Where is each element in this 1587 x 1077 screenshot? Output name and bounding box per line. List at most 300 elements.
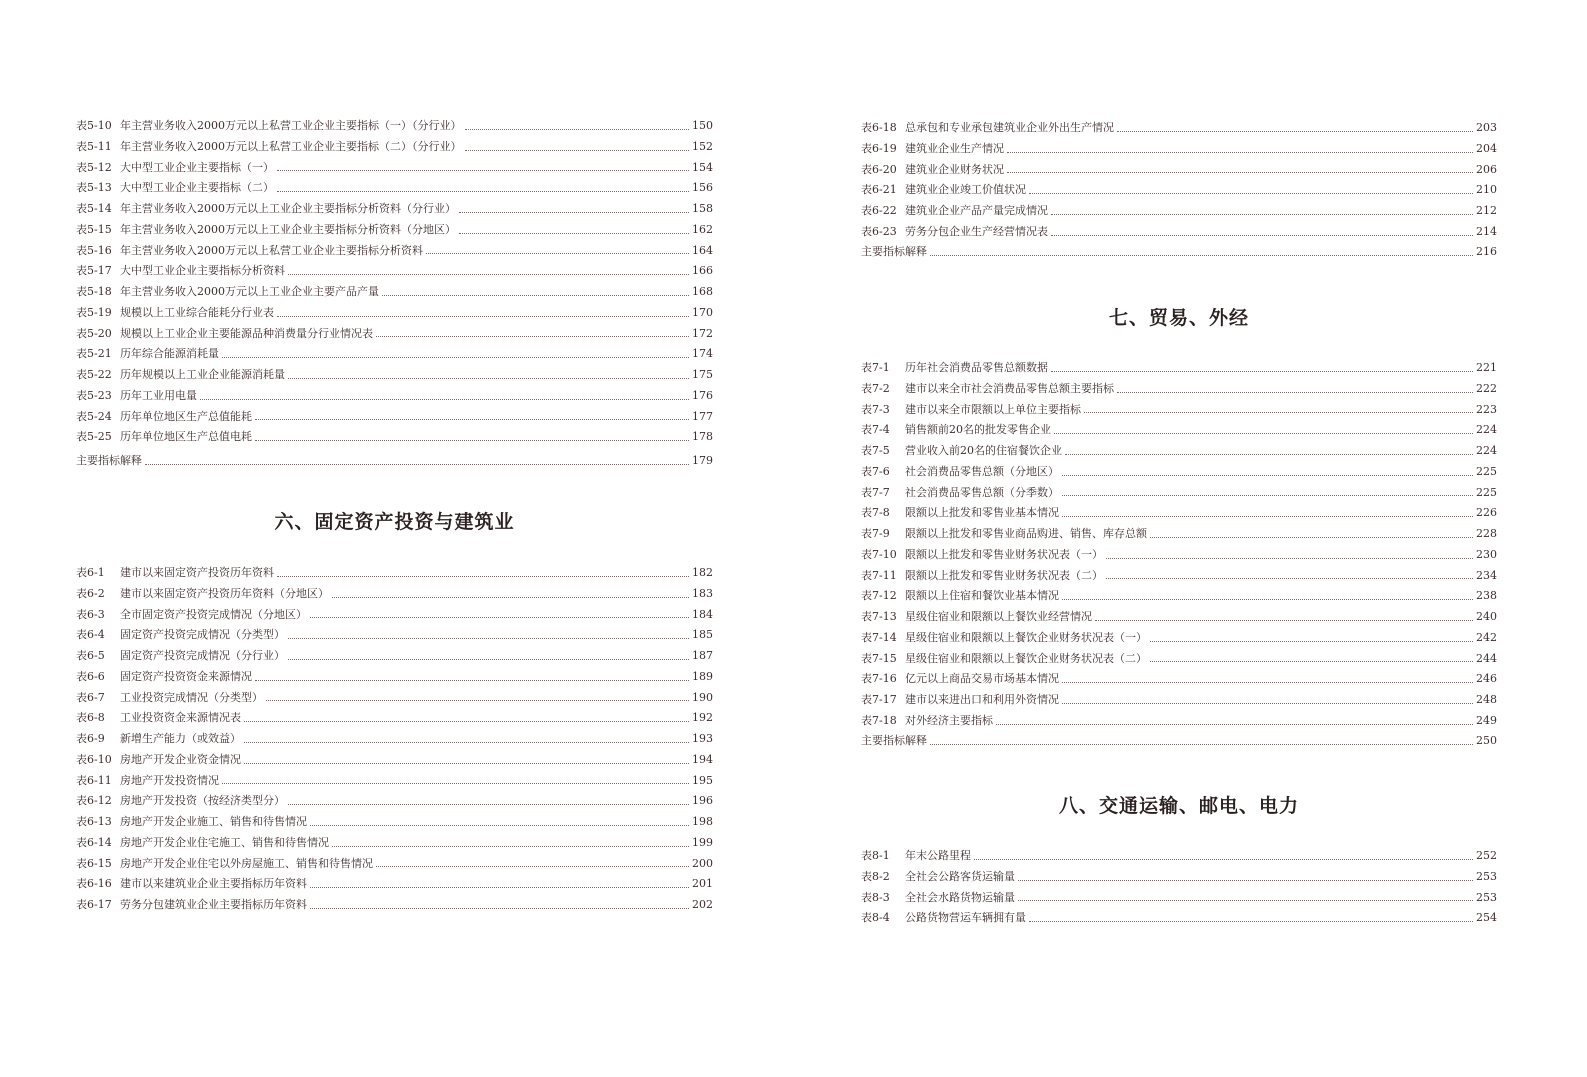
- toc-entry-code: 表5-10: [76, 119, 112, 132]
- toc-entry[interactable]: [861, 545, 1497, 566]
- toc-entry-title: 新增生产能力（或效益）: [120, 732, 241, 745]
- dot-leader: [277, 191, 689, 192]
- toc-entry-title: 销售额前20名的批发零售企业: [905, 423, 1051, 437]
- toc-entry-title: 房地产开发企业施工、销售和待售情况: [120, 815, 307, 828]
- toc-entry-page: 221: [1476, 361, 1497, 374]
- toc-entry-page: 253: [1476, 869, 1497, 883]
- chapter-heading-8: 八、交通运输、邮电、电力: [1058, 795, 1299, 817]
- toc-entry-title: 全社会公路客货运输量: [905, 869, 1015, 883]
- toc-entry-title: 亿元以上商品交易市场基本情况: [905, 672, 1059, 686]
- toc-entry[interactable]: [861, 441, 1497, 462]
- dot-leader: [1117, 392, 1473, 393]
- toc-entry[interactable]: [76, 854, 713, 875]
- toc-entry[interactable]: [76, 667, 713, 688]
- toc-entry-title: 建市以来固定资产投资历年资料（分地区）: [120, 586, 329, 600]
- toc-entry-code: 表6-11: [76, 773, 112, 787]
- toc-entry-code: 表6-10: [76, 752, 112, 766]
- toc-entry-code: 表6-23: [861, 224, 897, 238]
- dot-leader: [1065, 454, 1473, 455]
- dot-leader: [1051, 235, 1473, 236]
- toc-entry[interactable]: [861, 586, 1497, 607]
- toc-entry-title: 建市以来全市限额以上单位主要指标: [905, 402, 1081, 416]
- toc-entry-page: 225: [1476, 485, 1497, 499]
- toc-entry-title: 星级住宿业和限额以上餐饮业经营情况: [905, 610, 1092, 623]
- toc-block-chapter-6b: [861, 118, 1497, 243]
- dot-leader: [244, 721, 689, 722]
- toc-entry-code: 表5-15: [76, 222, 112, 236]
- toc-entry[interactable]: [76, 158, 713, 179]
- toc-entry[interactable]: [861, 420, 1497, 441]
- toc-entry[interactable]: [861, 524, 1497, 545]
- dot-leader: [222, 357, 689, 358]
- toc-entry-title: 固定资产投资资金来源情况: [120, 669, 252, 683]
- toc-entry-page: 158: [692, 202, 713, 215]
- toc-entry[interactable]: [861, 908, 1497, 929]
- toc-entry-title: 建市以来进出口和利用外资情况: [905, 693, 1059, 706]
- toc-entry-code: 表6-19: [861, 141, 897, 155]
- toc-entry[interactable]: [76, 303, 713, 324]
- toc-entry[interactable]: [76, 771, 713, 792]
- dot-leader: [222, 783, 689, 784]
- toc-entry-page: 172: [692, 326, 713, 340]
- toc-entry-page: 179: [692, 454, 713, 467]
- dot-leader: [1018, 900, 1473, 901]
- toc-entry-page: 195: [692, 773, 713, 787]
- toc-entry[interactable]: [76, 386, 713, 407]
- toc-entry[interactable]: [76, 812, 713, 833]
- toc-entry[interactable]: [861, 483, 1497, 504]
- toc-entry-code: 表7-10: [861, 547, 897, 561]
- toc-entry-title: 房地产开发企业住宅施工、销售和待售情况: [120, 835, 329, 849]
- dot-leader: [459, 212, 689, 213]
- toc-entry-title: 社会消费品零售总额（分地区）: [905, 464, 1059, 478]
- toc-entry-title: 大中型工业企业主要指标（二）: [120, 181, 274, 195]
- dot-leader: [277, 576, 689, 577]
- toc-entry[interactable]: [861, 888, 1497, 909]
- toc-block-chapter-5: [76, 116, 713, 448]
- toc-entry-page: 175: [692, 368, 713, 381]
- dot-leader: [288, 638, 689, 639]
- toc-entry-code: 表6-13: [76, 815, 112, 828]
- dot-leader: [1062, 516, 1473, 517]
- toc-entry-title: 建市以来固定资产投资历年资料: [120, 566, 274, 579]
- toc-entry[interactable]: [861, 160, 1497, 181]
- toc-entry-title: 年末公路里程: [905, 849, 971, 862]
- toc-entry-page: 189: [692, 669, 713, 683]
- dot-leader: [1150, 661, 1473, 662]
- toc-entry-code: 表6-9: [76, 732, 105, 745]
- toc-entry[interactable]: [861, 607, 1497, 628]
- toc-entry-page: 190: [692, 690, 713, 704]
- toc-entry-page: 164: [692, 243, 713, 257]
- toc-entry-code: 表8-3: [861, 890, 890, 904]
- toc-entry-page: 203: [1476, 121, 1497, 134]
- dot-leader: [310, 887, 689, 888]
- toc-entry-page: 238: [1476, 589, 1497, 603]
- toc-entry-page: 174: [692, 347, 713, 361]
- toc-entry-code: 表8-4: [861, 911, 890, 925]
- dot-leader: [255, 419, 689, 420]
- toc-entry-title: 历年规模以上工业企业能源消耗量: [120, 368, 285, 381]
- toc-entry-title: 劳务分包企业生产经营情况表: [905, 224, 1048, 238]
- toc-entry[interactable]: [76, 874, 713, 895]
- toc-entry-code: 表7-13: [861, 610, 897, 623]
- toc-entry-code: 表5-22: [76, 368, 112, 381]
- toc-entry-code: 表7-14: [861, 630, 897, 644]
- toc-entry[interactable]: [861, 731, 1497, 752]
- toc-entry-page: 240: [1476, 610, 1497, 623]
- toc-entry-title: 公路货物营运车辆拥有量: [905, 911, 1026, 925]
- toc-entry[interactable]: [76, 584, 713, 605]
- toc-entry[interactable]: [861, 358, 1497, 379]
- toc-entry-code: 表7-16: [861, 672, 897, 686]
- dot-leader: [277, 316, 689, 317]
- toc-entry[interactable]: [76, 895, 713, 916]
- dot-leader: [465, 129, 690, 130]
- toc-entry[interactable]: [76, 137, 713, 158]
- toc-entry-title: 年主营业务收入2000万元以上工业企业主要指标分析资料（分行业）: [120, 202, 456, 215]
- toc-entry-page: 198: [692, 815, 713, 828]
- toc-entry-title: 总承包和专业承包建筑业企业外出生产情况: [905, 121, 1114, 134]
- toc-entry-code: 表5-11: [76, 139, 112, 153]
- toc-entry-page: 252: [1476, 849, 1497, 862]
- toc-entry[interactable]: [861, 867, 1497, 888]
- toc-entry-title: 年主营业务收入2000万元以上私营工业企业主要指标（二）（分行业）: [120, 139, 462, 153]
- dot-leader: [1051, 371, 1473, 372]
- toc-entry[interactable]: [76, 220, 713, 241]
- toc-entry-page: 177: [692, 409, 713, 423]
- toc-entry-title: 工业投资完成情况（分类型）: [120, 690, 263, 704]
- dot-leader: [332, 597, 689, 598]
- toc-entry-page: 200: [692, 856, 713, 870]
- toc-entry[interactable]: [861, 242, 1497, 263]
- toc-entry-code: 表6-21: [861, 183, 897, 197]
- toc-entry-code: 表7-15: [861, 651, 897, 665]
- toc-entry[interactable]: [76, 199, 713, 220]
- toc-entry[interactable]: [76, 427, 713, 448]
- toc-entry[interactable]: [861, 201, 1497, 222]
- toc-entry-code: 表5-21: [76, 347, 112, 361]
- dot-leader: [1150, 641, 1473, 642]
- toc-entry-page: 168: [692, 285, 713, 298]
- toc-entry-code: 表7-2: [861, 381, 890, 395]
- toc-entry[interactable]: [76, 833, 713, 854]
- toc-entry[interactable]: [76, 324, 713, 345]
- toc-entry[interactable]: [76, 625, 713, 646]
- toc-entry-page: 204: [1476, 141, 1497, 155]
- toc-entry-page: 248: [1476, 693, 1497, 706]
- dot-leader: [376, 866, 689, 867]
- toc-entry-page: 199: [692, 835, 713, 849]
- toc-entry-page: 185: [692, 628, 713, 642]
- toc-entry[interactable]: [76, 688, 713, 709]
- toc-entry-code: 表7-8: [861, 506, 890, 520]
- toc-entry-title: 年主营业务收入2000万元以上私营工业企业主要指标分析资料: [120, 243, 423, 257]
- toc-entry[interactable]: [76, 729, 713, 750]
- dot-leader: [1106, 578, 1473, 579]
- toc-entry[interactable]: [861, 222, 1497, 243]
- toc-entry[interactable]: [76, 116, 713, 137]
- chapter-heading-6: 六、固定资产投资与建筑业: [274, 511, 515, 533]
- toc-entry[interactable]: [76, 708, 713, 729]
- toc-entry-title: 房地产开发企业住宅以外房屋施工、销售和待售情况: [120, 856, 373, 870]
- toc-entry-page: 210: [1476, 183, 1497, 197]
- toc-entry-page: 254: [1476, 911, 1497, 925]
- toc-entry-title: 限额以上批发和零售业商品购进、销售、库存总额: [905, 527, 1147, 540]
- dot-leader: [310, 825, 689, 826]
- dot-leader: [1029, 193, 1473, 194]
- toc-entry-title: 工业投资资金来源情况表: [120, 711, 241, 725]
- toc-entry-code: 表6-1: [76, 566, 105, 579]
- toc-entry[interactable]: [76, 646, 713, 667]
- dot-leader: [1106, 558, 1473, 559]
- toc-entry-page: 222: [1476, 381, 1497, 395]
- dot-leader: [1095, 620, 1473, 621]
- dot-leader: [288, 804, 689, 805]
- toc-entry-code: 表7-18: [861, 713, 897, 727]
- dot-leader: [1051, 214, 1473, 215]
- toc-entry-title: 限额以上批发和零售业财务状况表（二）: [905, 568, 1103, 582]
- toc-entry-code: 表6-16: [76, 877, 112, 891]
- toc-entry-page: 150: [692, 119, 713, 132]
- toc-entry-title: 固定资产投资完成情况（分类型）: [120, 628, 285, 642]
- toc-entry-code: 表5-24: [76, 409, 112, 423]
- toc-entry-code: 表5-23: [76, 388, 112, 402]
- toc-block-chapter-8: [861, 846, 1497, 929]
- dot-leader: [1062, 599, 1473, 600]
- toc-entry[interactable]: [861, 462, 1497, 483]
- dot-leader: [244, 763, 689, 764]
- toc-entry[interactable]: [76, 282, 713, 303]
- toc-entry-code: 表7-3: [861, 402, 890, 416]
- toc-entry-code: 表5-16: [76, 243, 112, 257]
- dot-leader: [996, 724, 1473, 725]
- dot-leader: [1062, 475, 1473, 476]
- toc-notes-chapter-5: [76, 451, 713, 472]
- toc-entry-title: 大中型工业企业主要指标分析资料: [120, 264, 285, 278]
- toc-entry[interactable]: [76, 241, 713, 262]
- toc-entry[interactable]: [861, 649, 1497, 670]
- toc-entry-title: 营业收入前20名的住宿餐饮企业: [905, 444, 1062, 457]
- toc-entry-code: 表7-11: [861, 568, 897, 582]
- toc-entry-title: 主要指标解释: [861, 245, 927, 258]
- toc-entry-page: 201: [692, 877, 713, 891]
- toc-entry-title: 星级住宿业和限额以上餐饮企业财务状况表（二）: [905, 651, 1147, 665]
- dot-leader: [255, 680, 689, 681]
- chapter-heading-7: 七、贸易、外经: [1108, 307, 1249, 329]
- dot-leader: [1018, 880, 1473, 881]
- dot-leader: [1084, 412, 1473, 413]
- toc-entry-title: 年主营业务收入2000万元以上工业企业主要指标分析资料（分地区）: [120, 222, 456, 236]
- dot-leader: [1007, 152, 1473, 153]
- dot-leader: [332, 846, 689, 847]
- toc-entry-title: 建筑业企业产品产量完成情况: [905, 204, 1048, 217]
- toc-entry[interactable]: [861, 180, 1497, 201]
- toc-entry-page: 244: [1476, 651, 1497, 665]
- dot-leader: [382, 295, 689, 296]
- toc-entry-code: 表7-12: [861, 589, 897, 603]
- toc-entry[interactable]: [76, 261, 713, 282]
- toc-entry-page: 170: [692, 305, 713, 319]
- toc-entry-title: 主要指标解释: [861, 734, 927, 747]
- toc-entry-code: 表6-8: [76, 711, 105, 725]
- toc-entry-title: 年主营业务收入2000万元以上私营工业企业主要指标（一）（分行业）: [120, 119, 462, 132]
- toc-entry-page: 253: [1476, 890, 1497, 904]
- toc-entry[interactable]: [76, 344, 713, 365]
- toc-entry-code: 表7-4: [861, 423, 890, 437]
- toc-entry-code: 表5-20: [76, 326, 112, 340]
- dot-leader: [376, 336, 689, 337]
- toc-entry-page: 187: [692, 649, 713, 662]
- toc-entry[interactable]: [861, 566, 1497, 587]
- toc-entry-code: 表7-6: [861, 464, 890, 478]
- dot-leader: [930, 744, 1473, 745]
- dot-leader: [288, 274, 689, 275]
- toc-entry[interactable]: [76, 407, 713, 428]
- toc-entry-title: 建筑业企业财务状况: [905, 162, 1004, 176]
- toc-entry[interactable]: [861, 118, 1497, 139]
- toc-entry-title: 建筑业企业竣工价值状况: [905, 183, 1026, 197]
- dot-leader: [288, 378, 689, 379]
- toc-entry-code: 表6-17: [76, 898, 112, 911]
- toc-entry-title: 社会消费品零售总额（分季数）: [905, 485, 1059, 499]
- toc-entry-title: 固定资产投资完成情况（分行业）: [120, 649, 285, 662]
- toc-entry-page: 154: [692, 160, 713, 174]
- toc-entry-code: 表7-9: [861, 527, 890, 540]
- toc-entry-page: 192: [692, 711, 713, 725]
- toc-entry[interactable]: [76, 563, 713, 584]
- toc-entry-page: 234: [1476, 568, 1497, 582]
- toc-entry-page: 249: [1476, 713, 1497, 727]
- toc-entry[interactable]: [76, 178, 713, 199]
- toc-entry[interactable]: [861, 379, 1497, 400]
- toc-entry[interactable]: [76, 365, 713, 386]
- toc-entry-title: 建市以来建筑业企业主要指标历年资料: [120, 877, 307, 891]
- dot-leader: [426, 253, 689, 254]
- toc-entry-code: 表6-15: [76, 856, 112, 870]
- toc-entry-code: 表5-14: [76, 202, 112, 215]
- toc-entry-title: 房地产开发投资（按经济类型分）: [120, 794, 285, 808]
- toc-entry[interactable]: [861, 846, 1497, 867]
- toc-entry[interactable]: [76, 750, 713, 771]
- toc-entry-title: 对外经济主要指标: [905, 713, 993, 727]
- dot-leader: [1054, 433, 1473, 434]
- dot-leader: [200, 399, 689, 400]
- toc-entry[interactable]: [861, 400, 1497, 421]
- toc-entry-code: 表6-14: [76, 835, 112, 849]
- toc-entry-code: 表8-1: [861, 849, 890, 862]
- dot-leader: [930, 255, 1473, 256]
- toc-entry-page: 178: [692, 430, 713, 444]
- toc-entry-code: 表6-20: [861, 162, 897, 176]
- toc-entry[interactable]: [76, 605, 713, 626]
- toc-entry-page: 156: [692, 181, 713, 195]
- toc-entry[interactable]: [861, 711, 1497, 732]
- toc-entry-title: 房地产开发企业资金情况: [120, 752, 241, 766]
- toc-entry-page: 202: [692, 898, 713, 911]
- toc-entry-code: 表6-5: [76, 649, 105, 662]
- dot-leader: [1062, 495, 1473, 496]
- toc-entry-code: 表8-2: [861, 869, 890, 883]
- toc-entry-title: 劳务分包建筑业企业主要指标历年资料: [120, 898, 307, 911]
- dot-leader: [465, 150, 690, 151]
- toc-entry-title: 年主营业务收入2000万元以上工业企业主要产品产量: [120, 285, 379, 298]
- toc-entry-page: 228: [1476, 527, 1497, 540]
- toc-entry[interactable]: [861, 139, 1497, 160]
- toc-entry-page: 162: [692, 222, 713, 236]
- toc-entry-title: 建筑业企业生产情况: [905, 141, 1004, 155]
- toc-entry-page: 176: [692, 388, 713, 402]
- toc-entry-page: 166: [692, 264, 713, 278]
- toc-entry[interactable]: [861, 628, 1497, 649]
- toc-entry-page: 183: [692, 586, 713, 600]
- toc-entry[interactable]: [861, 503, 1497, 524]
- toc-entry-title: 规模以上工业企业主要能源品种消费量分行业情况表: [120, 326, 373, 340]
- dot-leader: [145, 464, 689, 465]
- toc-block-chapter-7: [861, 358, 1497, 732]
- dot-leader: [459, 233, 689, 234]
- toc-entry-page: 250: [1476, 734, 1497, 747]
- toc-entry-title: 限额以上批发和零售业基本情况: [905, 506, 1059, 520]
- toc-entry[interactable]: [76, 791, 713, 812]
- toc-entry-title: 星级住宿业和限额以上餐饮企业财务状况表（一）: [905, 630, 1147, 644]
- toc-entry-code: 表5-25: [76, 430, 112, 444]
- dot-leader: [310, 617, 689, 618]
- toc-entry-page: 230: [1476, 547, 1497, 561]
- toc-entry-page: 152: [692, 139, 713, 153]
- toc-entry-page: 225: [1476, 464, 1497, 478]
- toc-entry-code: 表6-22: [861, 204, 897, 217]
- toc-entry[interactable]: [861, 690, 1497, 711]
- toc-entry-title: 历年工业用电量: [120, 388, 197, 402]
- toc-entry[interactable]: [76, 451, 713, 472]
- toc-entry-title: 历年综合能源消耗量: [120, 347, 219, 361]
- dot-leader: [255, 440, 689, 441]
- dot-leader: [1007, 172, 1473, 173]
- dot-leader: [1062, 682, 1473, 683]
- toc-entry-code: 表6-12: [76, 794, 112, 808]
- toc-entry-page: 194: [692, 752, 713, 766]
- toc-entry-code: 表6-7: [76, 690, 105, 704]
- toc-entry-title: 全市固定资产投资完成情况（分地区）: [120, 607, 307, 621]
- dot-leader: [1150, 537, 1473, 538]
- toc-entry-page: 223: [1476, 402, 1497, 416]
- toc-entry-code: 表6-3: [76, 607, 105, 621]
- toc-entry-page: 224: [1476, 444, 1497, 457]
- dot-leader: [277, 170, 689, 171]
- dot-leader: [1117, 131, 1473, 132]
- dot-leader: [310, 908, 689, 909]
- toc-entry-code: 表5-12: [76, 160, 112, 174]
- dot-leader: [1029, 921, 1473, 922]
- toc-entry-page: 216: [1476, 245, 1497, 258]
- toc-entry-code: 表6-4: [76, 628, 105, 642]
- toc-entry[interactable]: [861, 669, 1497, 690]
- dot-leader: [266, 700, 689, 701]
- dot-leader: [1062, 703, 1473, 704]
- toc-entry-code: 表7-5: [861, 444, 890, 457]
- toc-entry-code: 表5-17: [76, 264, 112, 278]
- toc-entry-title: 规模以上工业综合能耗分行业表: [120, 305, 274, 319]
- toc-entry-title: 限额以上批发和零售业财务状况表（一）: [905, 547, 1103, 561]
- toc-entry-code: 表5-19: [76, 305, 112, 319]
- toc-entry-page: 224: [1476, 423, 1497, 437]
- toc-entry-code: 表7-17: [861, 693, 897, 706]
- dot-leader: [244, 742, 689, 743]
- toc-notes-chapter-7: [861, 731, 1497, 752]
- toc-entry-page: 212: [1476, 204, 1497, 217]
- toc-entry-page: 193: [692, 732, 713, 745]
